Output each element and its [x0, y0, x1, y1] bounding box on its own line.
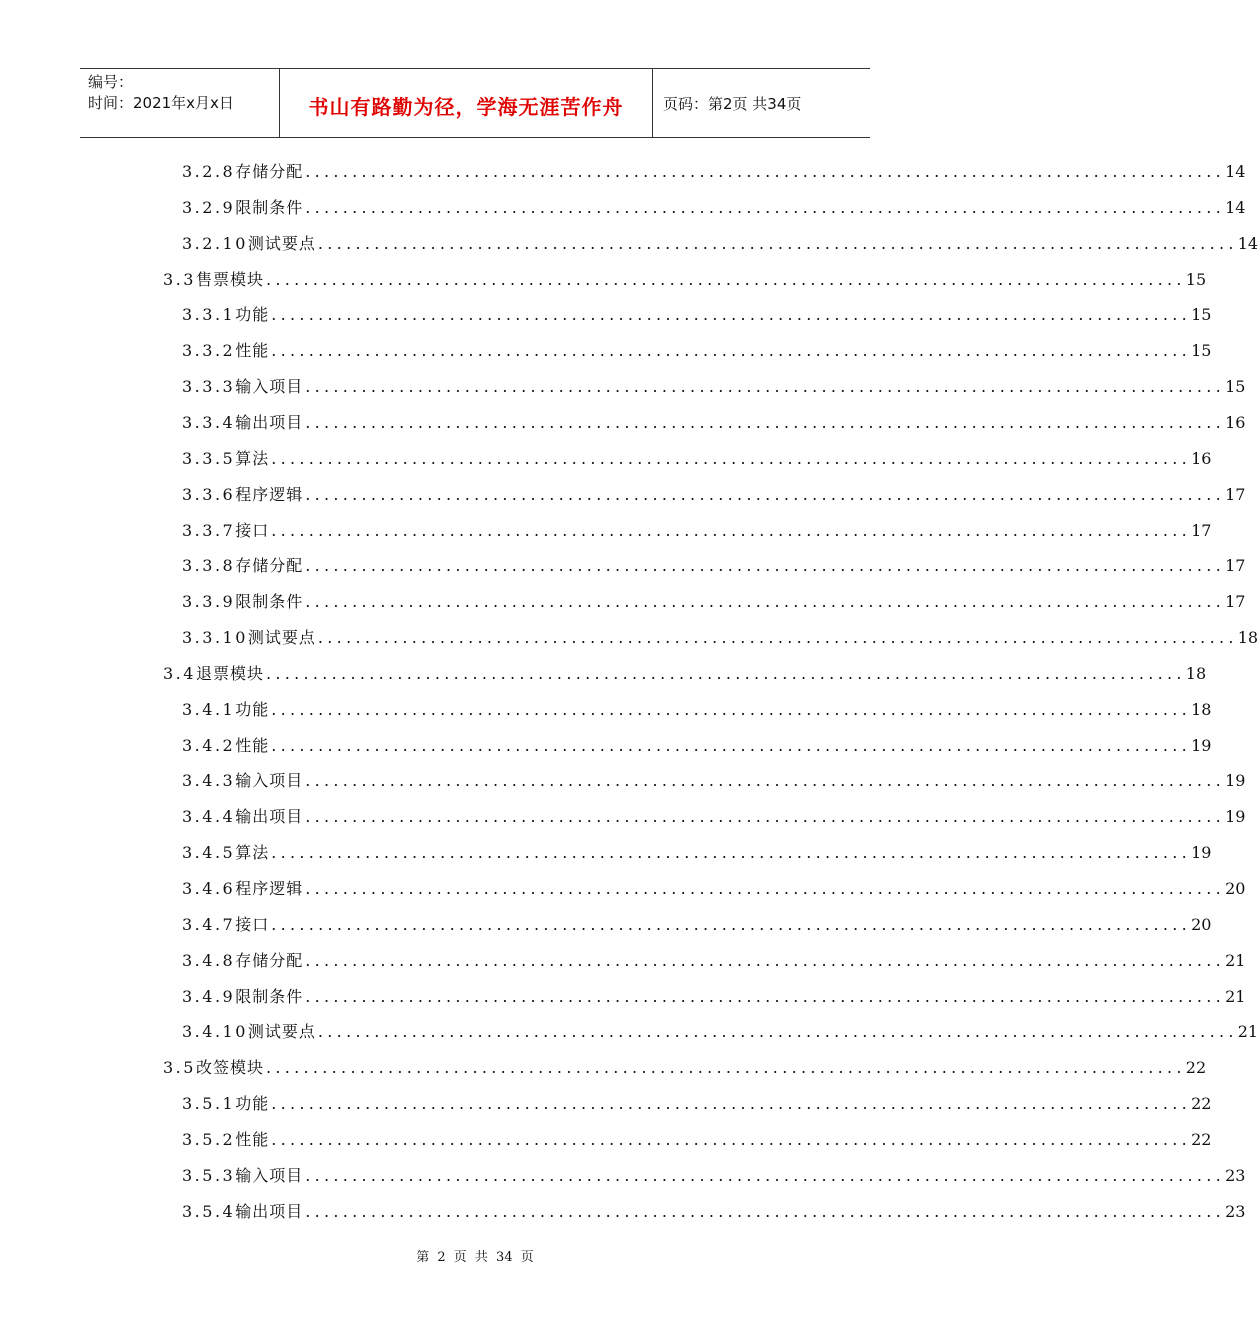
toc-entry-title: 功能 [235, 1094, 270, 1114]
toc-entry-number: 3.2.9 [182, 197, 236, 217]
toc-entry[interactable] [182, 1129, 1212, 1151]
toc-entry[interactable] [182, 986, 1246, 1008]
toc-entry-page: 17 [1225, 484, 1246, 504]
toc-entry-number: 3.4.3 [182, 771, 236, 791]
toc-entry[interactable] [182, 627, 1258, 649]
toc-entry-number: 3.3.8 [182, 556, 236, 576]
toc-leader-dots: .................................................................................................. [305, 592, 1226, 612]
toc-leader-dots: .................................................................................................. [317, 1022, 1238, 1042]
toc-entry-page: 18 [1191, 699, 1212, 719]
toc-entry-number: 3.5.3 [182, 1165, 236, 1185]
toc-leader-dots: .................................................................................................. [305, 556, 1226, 576]
toc-entry-number: 3.3.10 [182, 628, 248, 648]
toc-entry-page: 22 [1191, 1094, 1212, 1114]
toc-entry[interactable] [182, 770, 1246, 792]
toc-entry-page: 17 [1191, 520, 1212, 540]
toc-entry-number: 3.4.1 [182, 699, 236, 719]
toc-entry[interactable] [182, 1201, 1246, 1223]
toc-entry-page: 14 [1225, 197, 1246, 217]
toc-entry[interactable] [182, 197, 1246, 219]
toc-entry-title: 输入项目 [235, 771, 304, 791]
toc-leader-dots: .................................................................................................. [271, 699, 1192, 719]
toc-entry-number: 3.4.9 [182, 986, 236, 1006]
toc-entry-number: 3.3.2 [182, 341, 236, 361]
toc-leader-dots: .................................................................................................. [271, 914, 1192, 934]
toc-entry[interactable] [182, 376, 1246, 398]
toc-entry-page: 18 [1185, 663, 1207, 683]
toc-leader-dots: .................................................................................................. [305, 807, 1226, 827]
toc-entry-page: 19 [1225, 807, 1246, 827]
toc-leader-dots: .................................................................................................. [305, 879, 1226, 898]
toc-leader-dots: .................................................................................................. [265, 1058, 1186, 1078]
toc-entry-number: 3.3.5 [182, 448, 236, 468]
toc-entry-title: 输入项目 [235, 377, 304, 397]
toc-entry[interactable] [182, 304, 1212, 326]
toc-leader-dots: .................................................................................................. [305, 1201, 1226, 1221]
toc-entry-number: 3.4.4 [182, 807, 236, 827]
time-label: 时间：2021年x月x日 [88, 94, 234, 112]
toc-entry-page: 19 [1225, 771, 1246, 791]
toc-entry[interactable] [182, 914, 1212, 936]
toc-entry-number: 3.4.7 [182, 914, 236, 934]
toc-entry-title: 售票模块 [195, 269, 264, 289]
toc-leader-dots: .................................................................................................. [265, 269, 1186, 289]
toc-entry-page: 23 [1225, 1165, 1246, 1185]
toc-entry-title: 限制条件 [235, 592, 304, 612]
toc-entry[interactable] [182, 161, 1246, 183]
toc-entry[interactable] [182, 950, 1246, 972]
toc-entry-page: 21 [1225, 950, 1246, 970]
header-page-cell [653, 69, 870, 137]
toc-entry-title: 性能 [235, 341, 270, 361]
toc-entry-title: 输入项目 [235, 1165, 304, 1185]
toc-entry-number: 3.3 [163, 269, 196, 289]
toc-entry-page: 19 [1191, 735, 1212, 755]
toc-entry[interactable] [182, 340, 1212, 362]
toc-entry[interactable] [182, 806, 1246, 828]
toc-leader-dots: .................................................................................................. [271, 1094, 1192, 1114]
toc-entry-title: 存储分配 [235, 556, 304, 576]
toc-entry-number: 3.4.2 [182, 735, 236, 755]
toc-leader-dots: .................................................................................................. [265, 663, 1186, 683]
toc-entry-title: 输出项目 [235, 807, 304, 827]
toc-entry-number: 3.4.8 [182, 950, 236, 970]
toc-entry[interactable] [182, 484, 1246, 506]
toc-entry-title: 改签模块 [195, 1058, 264, 1078]
toc-entry-title: 存储分配 [235, 950, 304, 970]
toc-entry-title: 输出项目 [235, 1201, 304, 1221]
toc-entry-page: 15 [1191, 341, 1212, 361]
toc-entry-page: 17 [1225, 556, 1246, 576]
toc-entry-page: 15 [1225, 377, 1246, 397]
toc-entry-title: 输出项目 [235, 412, 304, 432]
toc-entry-page: 19 [1191, 843, 1212, 863]
toc-entry-title: 存储分配 [235, 162, 304, 181]
toc-entry[interactable] [182, 448, 1212, 470]
toc-entry-number: 3.5.2 [182, 1129, 236, 1149]
toc-leader-dots: .................................................................................................. [271, 843, 1192, 863]
toc-entry-number: 3.3.4 [182, 412, 236, 432]
toc-entry-title: 程序逻辑 [235, 484, 304, 504]
toc-leader-dots: .................................................................................................. [305, 1165, 1226, 1185]
toc-entry[interactable] [182, 735, 1212, 757]
toc-entry-page: 22 [1185, 1058, 1207, 1078]
toc-leader-dots: .................................................................................................. [305, 950, 1226, 970]
toc-leader-dots: .................................................................................................. [305, 412, 1226, 432]
toc-entry-title: 算法 [235, 843, 270, 863]
toc-entry-title: 功能 [235, 305, 270, 325]
motto-text: 书山有路勤为径，学海无涯苦作舟 [308, 94, 624, 119]
toc-entry-page: 17 [1225, 592, 1246, 612]
header-meta [80, 69, 280, 137]
toc-entry[interactable] [182, 878, 1246, 900]
toc-entry-page: 15 [1191, 305, 1212, 325]
toc-entry[interactable] [182, 842, 1212, 864]
toc-entry-page: 22 [1191, 1129, 1212, 1149]
toc-entry-page: 20 [1191, 914, 1212, 934]
toc-entry-number: 3.5.4 [182, 1201, 236, 1221]
toc-entry-page: 18 [1237, 628, 1258, 648]
toc-entry-number: 3.5.1 [182, 1094, 236, 1114]
toc-entry-number: 3.2.10 [182, 233, 248, 253]
toc-leader-dots: .................................................................................................. [271, 520, 1192, 540]
toc-entry[interactable] [182, 699, 1212, 721]
toc-entry-title: 限制条件 [235, 986, 304, 1006]
header-motto-cell [280, 69, 653, 137]
toc-leader-dots: .................................................................................................. [271, 735, 1192, 755]
page-footer [0, 1246, 950, 1265]
toc-leader-dots: .................................................................................................. [305, 986, 1226, 1006]
toc-entry-page: 21 [1225, 986, 1246, 1006]
toc-entry-title: 性能 [235, 735, 270, 755]
toc-entry[interactable] [163, 269, 1207, 291]
toc-entry-title: 性能 [235, 1129, 270, 1149]
toc-entry-page: 23 [1225, 1201, 1246, 1221]
toc-entry-number: 3.5 [163, 1058, 196, 1078]
toc-entry-title: 接口 [235, 520, 270, 540]
toc-leader-dots: .................................................................................................. [305, 162, 1226, 181]
toc-entry[interactable] [182, 233, 1258, 255]
toc-entry-title: 退票模块 [195, 663, 264, 683]
toc-entry[interactable] [182, 412, 1246, 434]
toc-leader-dots: .................................................................................................. [271, 341, 1192, 361]
toc-leader-dots: .................................................................................................. [271, 305, 1192, 325]
footer-page-text: 第 2 页 共 34 页 [416, 1250, 534, 1265]
toc-entry-number: 3.4.10 [182, 1022, 248, 1042]
toc-entry-title: 测试要点 [247, 1022, 316, 1042]
toc-entry-number: 3.4.5 [182, 843, 236, 863]
toc-entry-title: 限制条件 [235, 197, 304, 217]
serial-number-label: 编号： [88, 73, 134, 91]
toc-entry[interactable] [163, 1057, 1207, 1079]
toc-entry-title: 算法 [235, 448, 270, 468]
toc-entry-number: 3.3.1 [182, 305, 236, 325]
toc-leader-dots: .................................................................................................. [305, 484, 1226, 504]
page-number-label: 页码：第2页 共34页 [663, 94, 802, 113]
toc-leader-dots: .................................................................................................. [271, 1129, 1192, 1149]
toc-entry-number: 3.2.8 [182, 162, 236, 181]
toc-entry-number: 3.3.9 [182, 592, 236, 612]
toc-entry[interactable] [182, 555, 1246, 577]
toc-entry-page: 16 [1191, 448, 1212, 468]
toc-entry-number: 3.3.7 [182, 520, 236, 540]
toc-leader-dots: .................................................................................................. [305, 377, 1226, 397]
toc-entry[interactable] [182, 1165, 1246, 1187]
toc-entry-number: 3.3.6 [182, 484, 236, 504]
toc-entry-page: 14 [1225, 162, 1246, 181]
toc-entry[interactable] [182, 1093, 1212, 1115]
toc-entry[interactable] [182, 520, 1212, 542]
toc-entry[interactable] [182, 591, 1246, 613]
toc-entry-number: 3.4.6 [182, 879, 236, 898]
toc-entry-page: 21 [1237, 1022, 1258, 1042]
toc-entry-title: 程序逻辑 [235, 879, 304, 898]
toc-entry-page: 16 [1225, 412, 1246, 432]
toc-leader-dots: .................................................................................................. [317, 233, 1238, 253]
toc-leader-dots: .................................................................................................. [317, 628, 1238, 648]
toc-leader-dots: .................................................................................................. [271, 448, 1192, 468]
toc-entry-page: 20 [1225, 879, 1246, 898]
toc-entry-number: 3.4 [163, 663, 196, 683]
toc-leader-dots: .................................................................................................. [305, 197, 1226, 217]
toc-entry[interactable] [163, 663, 1207, 685]
toc-entry-title: 接口 [235, 914, 270, 934]
toc-entry-number: 3.3.3 [182, 377, 236, 397]
toc-entry-title: 功能 [235, 699, 270, 719]
page-header [80, 68, 870, 138]
toc-entry-page: 14 [1237, 233, 1258, 253]
toc-leader-dots: .................................................................................................. [305, 771, 1226, 791]
toc-entry[interactable] [182, 1021, 1258, 1043]
toc-entry-title: 测试要点 [247, 233, 316, 253]
toc-entry-page: 15 [1185, 269, 1207, 289]
toc-entry-title: 测试要点 [247, 628, 316, 648]
